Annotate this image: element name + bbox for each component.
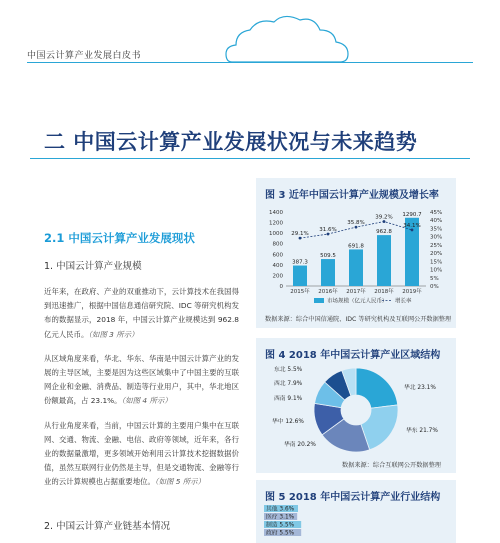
legend-bar-label: 市场规模（亿元人民币） bbox=[327, 298, 388, 305]
y-tick-label-left: 1400 bbox=[269, 210, 283, 216]
bar-value-label: 962.8 bbox=[376, 229, 392, 236]
bar-value-label: 691.8 bbox=[348, 243, 364, 250]
y-tick-label-right: 35% bbox=[430, 226, 443, 233]
subsection-title-2: 2. 中国云计算产业链基本情况 bbox=[44, 521, 171, 532]
figure-5-title: 图 5 2018 年中国云计算产业行业结构 bbox=[265, 492, 441, 503]
figure-ref: （如图 3 所示） bbox=[88, 329, 139, 339]
bar-value-label: 509.5 bbox=[320, 253, 336, 260]
paragraph-industry: 从行业角度来看，当前，中国云计算的主要用户集中在互联网、交通、物流、金融、电信、政府等领域，近年来，各行业的数据量激增，更多领域开始利用云计算技术挖掘数据价值，虽然互联网行业仍然是主导，但是交通物流、金融等行业的云计算规模也占据重要地位。（如图 5 所示） bbox=[44, 420, 239, 487]
chapter-title: 二 中国云计算产业发展状况与未来趋势 bbox=[44, 130, 418, 154]
y-tick-label-right: 25% bbox=[430, 242, 443, 249]
growth-rate-point bbox=[299, 237, 302, 240]
legend-bar-swatch bbox=[314, 298, 324, 303]
industry-bar-label: 政府 5.5% bbox=[266, 530, 295, 537]
y-tick-label-left: 0 bbox=[279, 284, 283, 290]
y-tick-label-left: 1000 bbox=[269, 231, 283, 238]
industry-bar-label: 医疗 3.1% bbox=[266, 514, 295, 521]
figure-4-panel bbox=[256, 338, 456, 473]
y-tick-label-left: 1200 bbox=[269, 220, 283, 227]
bar bbox=[349, 249, 363, 286]
y-tick-label-left: 400 bbox=[272, 262, 283, 269]
growth-rate-point bbox=[383, 220, 386, 223]
y-tick-label-left: 800 bbox=[272, 241, 283, 248]
bar-value-label: 1290.7 bbox=[402, 211, 422, 218]
x-tick-label: 2017年 bbox=[346, 289, 366, 295]
paragraph-region: 从区域角度来看，华北、华东、华南是中国云计算产业的发展的主导区域，主要是因为这些区域集中了中国主要的互联网企业和金融、消费品、制造等行业用户，其中，华北地区份额最高，占 23.1%。（如图 4 所示） bbox=[44, 353, 239, 406]
pie-slice-label: 华东 21.7% bbox=[406, 428, 438, 434]
figure-3-source: 数据来源：综合中国信通院、IDC 等研究机构及互联网公开数据整理 bbox=[265, 316, 452, 323]
figure-5-panel bbox=[256, 480, 456, 543]
pie-slice-label: 西南 9.1% bbox=[274, 396, 303, 402]
bar-line-chart bbox=[256, 202, 456, 312]
x-tick-label: 2016年 bbox=[318, 289, 338, 295]
y-tick-label-right: 45% bbox=[430, 210, 443, 216]
figure-3-title: 图 3 近年中国云计算产业规模及增长率 bbox=[265, 190, 439, 201]
bar bbox=[321, 259, 335, 286]
growth-rate-point bbox=[411, 229, 414, 232]
legend-line-label: 增长率 bbox=[395, 298, 412, 305]
figure-4-title: 图 4 2018 年中国云计算产业区域结构 bbox=[265, 350, 441, 361]
growth-rate-label: 39.2% bbox=[375, 214, 393, 221]
pie-slice-label: 华中 12.6% bbox=[272, 419, 304, 425]
industry-bar-chart bbox=[256, 502, 456, 542]
figure-4-source: 数据来源：综合互联网公开数据整理 bbox=[342, 462, 441, 469]
figure-ref: （如图 4 所示） bbox=[121, 396, 172, 406]
body-text bbox=[44, 230, 239, 500]
growth-rate-label: 35.8% bbox=[347, 220, 365, 227]
growth-rate-label: 29.1% bbox=[291, 231, 309, 238]
bar bbox=[293, 266, 307, 286]
section-title: 2.1 中国云计算产业发展现状 bbox=[44, 231, 195, 245]
industry-bar-label: 制造 5.5% bbox=[266, 522, 295, 529]
header-divider bbox=[27, 62, 473, 63]
figure-ref: （如图 5 所示） bbox=[154, 477, 205, 487]
y-tick-label-right: 15% bbox=[430, 259, 443, 266]
pie-slice bbox=[356, 368, 398, 408]
x-tick-label: 2015年 bbox=[290, 289, 310, 295]
y-tick-label-right: 10% bbox=[430, 267, 443, 274]
subsection-title: 1. 中国云计算产业规模 bbox=[44, 261, 142, 272]
y-tick-label-right: 20% bbox=[430, 251, 443, 258]
y-tick-label-left: 600 bbox=[272, 252, 283, 259]
y-tick-label-left: 200 bbox=[272, 273, 283, 280]
chapter-divider bbox=[30, 158, 470, 159]
header-title: 中国云计算产业发展白皮书 bbox=[27, 51, 142, 61]
bar-value-label: 387.3 bbox=[292, 259, 308, 266]
pie-slice-label: 华北 23.1% bbox=[404, 385, 436, 391]
pie-slice-label: 华南 20.2% bbox=[284, 442, 316, 448]
cloud-icon bbox=[222, 12, 352, 68]
y-tick-label-right: 5% bbox=[430, 275, 439, 282]
y-tick-label-right: 0% bbox=[430, 284, 439, 290]
growth-rate-point bbox=[327, 233, 330, 236]
paragraph-scale: 近年来，在政府、产业的双重推动下，云计算技术在我国得到迅速推广，根据中国信息通信研究院、IDC 等研究机构发布的数据显示，2018 年，中国云计算产业规模达到 962.8 亿元人民币。（如图 3 所示） bbox=[44, 287, 239, 339]
pie-chart bbox=[256, 360, 456, 460]
growth-rate-label: 34.1% bbox=[403, 222, 421, 229]
x-tick-label: 2019年 bbox=[402, 289, 422, 295]
pie-slice-label: 西北 7.9% bbox=[274, 381, 303, 387]
page-header bbox=[0, 0, 500, 80]
y-tick-label-right: 40% bbox=[430, 218, 443, 225]
x-tick-label: 2018年 bbox=[374, 289, 394, 295]
y-tick-label-right: 30% bbox=[430, 234, 443, 241]
figure-3-panel bbox=[256, 178, 456, 328]
bar bbox=[377, 235, 391, 286]
growth-rate-label: 31.6% bbox=[319, 227, 337, 234]
pie-slice-label: 东北 5.5% bbox=[274, 367, 303, 373]
growth-rate-point bbox=[355, 226, 358, 229]
industry-bar-label: 其他 3.6% bbox=[266, 506, 295, 513]
